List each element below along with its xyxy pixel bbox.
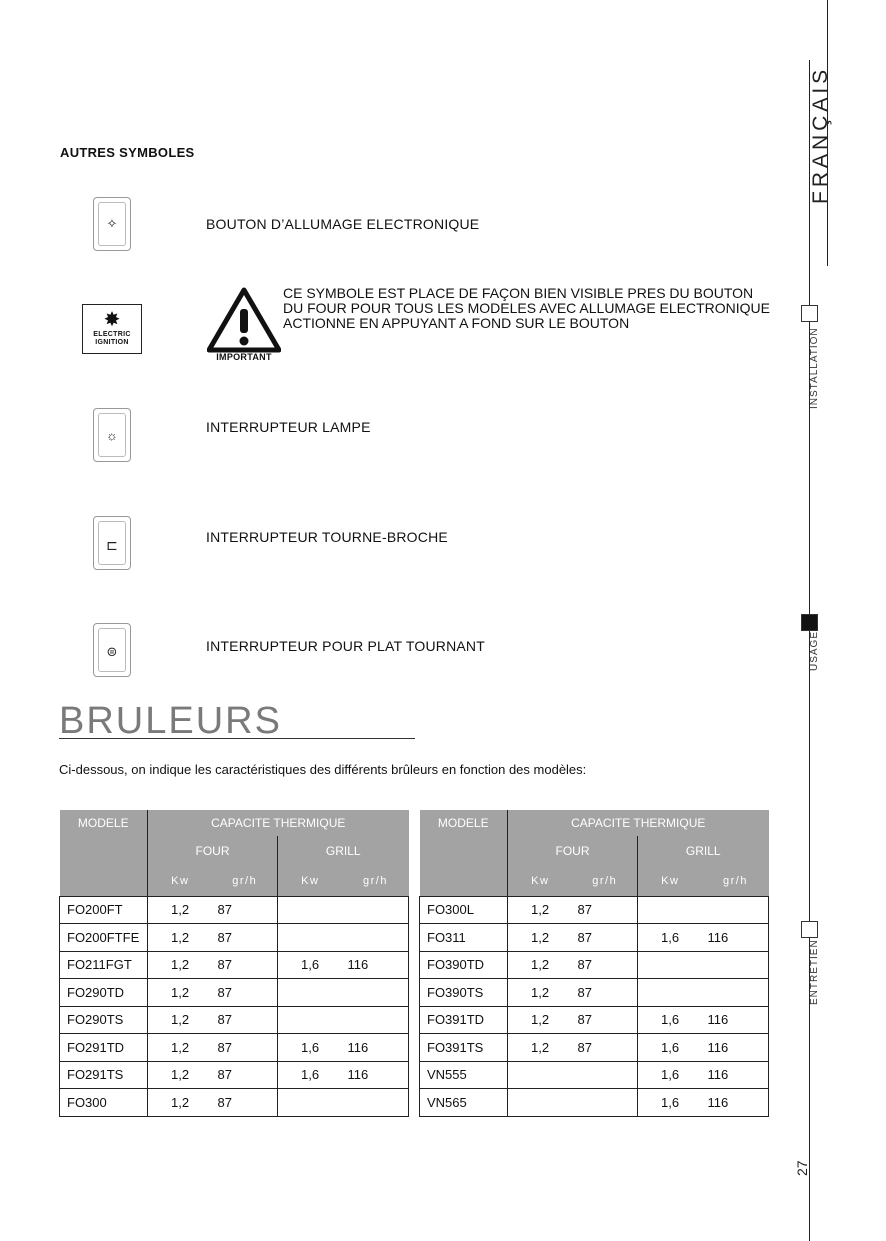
cell-model: VN555	[420, 1061, 508, 1089]
cell-grill-kw	[278, 896, 343, 924]
table-row	[60, 1089, 409, 1117]
cell-grill-grh	[343, 1006, 409, 1034]
spit-switch-icon: ⊏	[93, 516, 131, 570]
cell-model: FO200FT	[60, 896, 148, 924]
cell-grill-kw: 1,6	[638, 1061, 703, 1089]
cell-four-grh: 87	[213, 924, 278, 952]
table-row	[420, 1061, 769, 1089]
nav-marker-entretien	[801, 921, 818, 938]
cell-model: FO391TS	[420, 1034, 508, 1062]
warning-triangle-icon	[207, 287, 281, 365]
cell-grill-grh	[343, 924, 409, 952]
cell-four-kw: 1,2	[508, 979, 573, 1007]
turntable-switch-label: INTERRUPTEUR POUR PLAT TOURNANT	[206, 638, 485, 654]
cell-grill-grh	[703, 979, 769, 1007]
table-row	[60, 896, 409, 924]
spit-switch-label: INTERRUPTEUR TOURNE-BROCHE	[206, 529, 448, 545]
header-four: FOUR	[148, 836, 278, 866]
cell-model: FO311	[420, 924, 508, 952]
cell-grill-kw	[638, 979, 703, 1007]
nav-marker-usage	[801, 614, 818, 631]
table-row	[60, 1034, 409, 1062]
table-row	[420, 979, 769, 1007]
header-grill-grh: gr/h	[703, 866, 769, 896]
cell-model: FO390TD	[420, 951, 508, 979]
cell-grill-kw	[278, 979, 343, 1007]
cell-four-kw: 1,2	[148, 896, 213, 924]
cell-model: FO290TS	[60, 1006, 148, 1034]
table-row	[60, 979, 409, 1007]
cell-model: FO291TS	[60, 1061, 148, 1089]
table-row	[60, 951, 409, 979]
cell-model: VN565	[420, 1089, 508, 1117]
table-row	[420, 896, 769, 924]
cell-model: FO300	[60, 1089, 148, 1117]
cell-four-kw: 1,2	[148, 1061, 213, 1089]
nav-label-entretien: ENTRETIEN	[809, 939, 820, 1005]
cell-grill-kw	[638, 896, 703, 924]
cell-grill-grh	[703, 896, 769, 924]
cell-grill-grh: 116	[703, 1089, 769, 1117]
cell-grill-kw: 1,6	[278, 1034, 343, 1062]
cell-four-grh: 87	[213, 1061, 278, 1089]
cell-four-grh: 87	[213, 1006, 278, 1034]
cell-grill-kw: 1,6	[278, 951, 343, 979]
cell-grill-grh	[343, 979, 409, 1007]
cell-model: FO300L	[420, 896, 508, 924]
cell-grill-kw: 1,6	[638, 1089, 703, 1117]
electric-ignition-label-2: IGNITION	[95, 339, 129, 346]
cell-four-grh: 87	[573, 1034, 638, 1062]
cell-grill-kw: 1,6	[638, 1034, 703, 1062]
cell-four-kw: 1,2	[148, 979, 213, 1007]
bruleurs-intro: Ci-dessous, on indique les caractéristiques des différents brûleurs en fonction des modèles:	[59, 762, 587, 777]
cell-grill-kw: 1,6	[638, 1006, 703, 1034]
cell-grill-kw	[638, 951, 703, 979]
cell-four-grh: 87	[573, 951, 638, 979]
cell-grill-kw: 1,6	[638, 924, 703, 952]
cell-four-kw	[508, 1089, 573, 1117]
nav-label-usage: USAGE	[809, 630, 820, 671]
cell-four-grh	[573, 1089, 638, 1117]
header-modele: MODELE	[420, 810, 508, 896]
cell-grill-grh: 116	[343, 951, 409, 979]
table-row	[420, 1089, 769, 1117]
cell-four-grh: 87	[213, 951, 278, 979]
ignition-button-label: BOUTON D’ALLUMAGE ELECTRONIQUE	[206, 216, 480, 232]
header-grill-kw: Kw	[278, 866, 343, 896]
header-four-kw: Kw	[508, 866, 573, 896]
cell-model: FO390TS	[420, 979, 508, 1007]
header-grill-grh: gr/h	[343, 866, 409, 896]
cell-grill-grh: 116	[703, 1006, 769, 1034]
cell-four-grh: 87	[573, 924, 638, 952]
header-capacite: CAPACITE THERMIQUE	[508, 810, 769, 836]
cell-four-kw: 1,2	[148, 924, 213, 952]
cell-grill-kw	[278, 924, 343, 952]
header-grill-kw: Kw	[638, 866, 703, 896]
header-grill: GRILL	[638, 836, 769, 866]
cell-four-grh: 87	[213, 979, 278, 1007]
cell-model: FO391TD	[420, 1006, 508, 1034]
cell-four-grh: 87	[213, 1089, 278, 1117]
burner-table-left	[59, 810, 409, 1117]
ignition-switch-icon: ✧	[93, 197, 131, 251]
cell-grill-grh	[343, 896, 409, 924]
cell-four-grh: 87	[213, 896, 278, 924]
language-tab: FRANÇAIS	[809, 65, 832, 204]
cell-four-kw: 1,2	[508, 896, 573, 924]
cell-four-kw: 1,2	[508, 1006, 573, 1034]
cell-grill-grh: 116	[343, 1034, 409, 1062]
header-four-grh: gr/h	[573, 866, 638, 896]
cell-four-kw: 1,2	[508, 951, 573, 979]
cell-grill-kw	[278, 1089, 343, 1117]
table-row	[60, 1006, 409, 1034]
cell-four-kw: 1,2	[148, 1006, 213, 1034]
nav-marker-installation	[801, 305, 818, 322]
turntable-switch-icon: ⊜	[93, 623, 131, 677]
table-row	[60, 924, 409, 952]
table-row	[420, 1034, 769, 1062]
cell-grill-kw: 1,6	[278, 1061, 343, 1089]
cell-four-kw	[508, 1061, 573, 1089]
cell-grill-grh: 116	[703, 1061, 769, 1089]
cell-four-grh: 87	[213, 1034, 278, 1062]
symbols-title: AUTRES SYMBOLES	[60, 145, 195, 160]
cell-grill-grh: 116	[343, 1061, 409, 1089]
electric-ignition-icon: ✸ ELECTRIC IGNITION	[82, 304, 142, 354]
table-row	[60, 1061, 409, 1089]
lamp-switch-icon: ☼	[93, 408, 131, 462]
cell-grill-grh: 116	[703, 1034, 769, 1062]
important-label: IMPORTANT	[216, 352, 272, 362]
header-capacite: CAPACITE THERMIQUE	[148, 810, 409, 836]
cell-model: FO200FTFE	[60, 924, 148, 952]
cell-grill-kw	[278, 1006, 343, 1034]
header-modele: MODELE	[60, 810, 148, 896]
cell-model: FO211FGT	[60, 951, 148, 979]
cell-model: FO291TD	[60, 1034, 148, 1062]
header-four: FOUR	[508, 836, 638, 866]
cell-four-kw: 1,2	[508, 1034, 573, 1062]
page-number: 27	[794, 1160, 810, 1176]
nav-label-installation: INSTALLATION	[809, 327, 820, 409]
table-row	[420, 1006, 769, 1034]
cell-four-kw: 1,2	[148, 1089, 213, 1117]
header-grill: GRILL	[278, 836, 409, 866]
warning-text-line-3: ACTIONNE EN APPUYANT A FOND SUR LE BOUTON	[283, 315, 630, 331]
cell-four-kw: 1,2	[508, 924, 573, 952]
cell-grill-grh	[343, 1089, 409, 1117]
electric-ignition-label: ELECTRIC	[93, 331, 131, 338]
warning-text-line-1: CE SYMBOLE EST PLACE DE FAÇON BIEN VISIBLE PRES DU BOUTON	[283, 285, 754, 301]
cell-grill-grh	[703, 951, 769, 979]
burner-table-right	[419, 810, 769, 1117]
cell-four-grh: 87	[573, 1006, 638, 1034]
warning-text-line-2: DU FOUR POUR TOUS LES MODELES AVEC ALLUMAGE ELECTRONIQUE	[283, 300, 771, 316]
table-row	[420, 924, 769, 952]
header-four-kw: Kw	[148, 866, 213, 896]
header-four-grh: gr/h	[213, 866, 278, 896]
cell-four-kw: 1,2	[148, 1034, 213, 1062]
title-underline	[59, 738, 415, 739]
lamp-switch-label: INTERRUPTEUR LAMPE	[206, 419, 371, 435]
cell-grill-grh: 116	[703, 924, 769, 952]
cell-four-grh: 87	[573, 896, 638, 924]
cell-four-grh	[573, 1061, 638, 1089]
cell-four-grh: 87	[573, 979, 638, 1007]
bruleurs-title: BRULEURS	[59, 700, 282, 742]
cell-model: FO290TD	[60, 979, 148, 1007]
table-row	[420, 951, 769, 979]
cell-four-kw: 1,2	[148, 951, 213, 979]
